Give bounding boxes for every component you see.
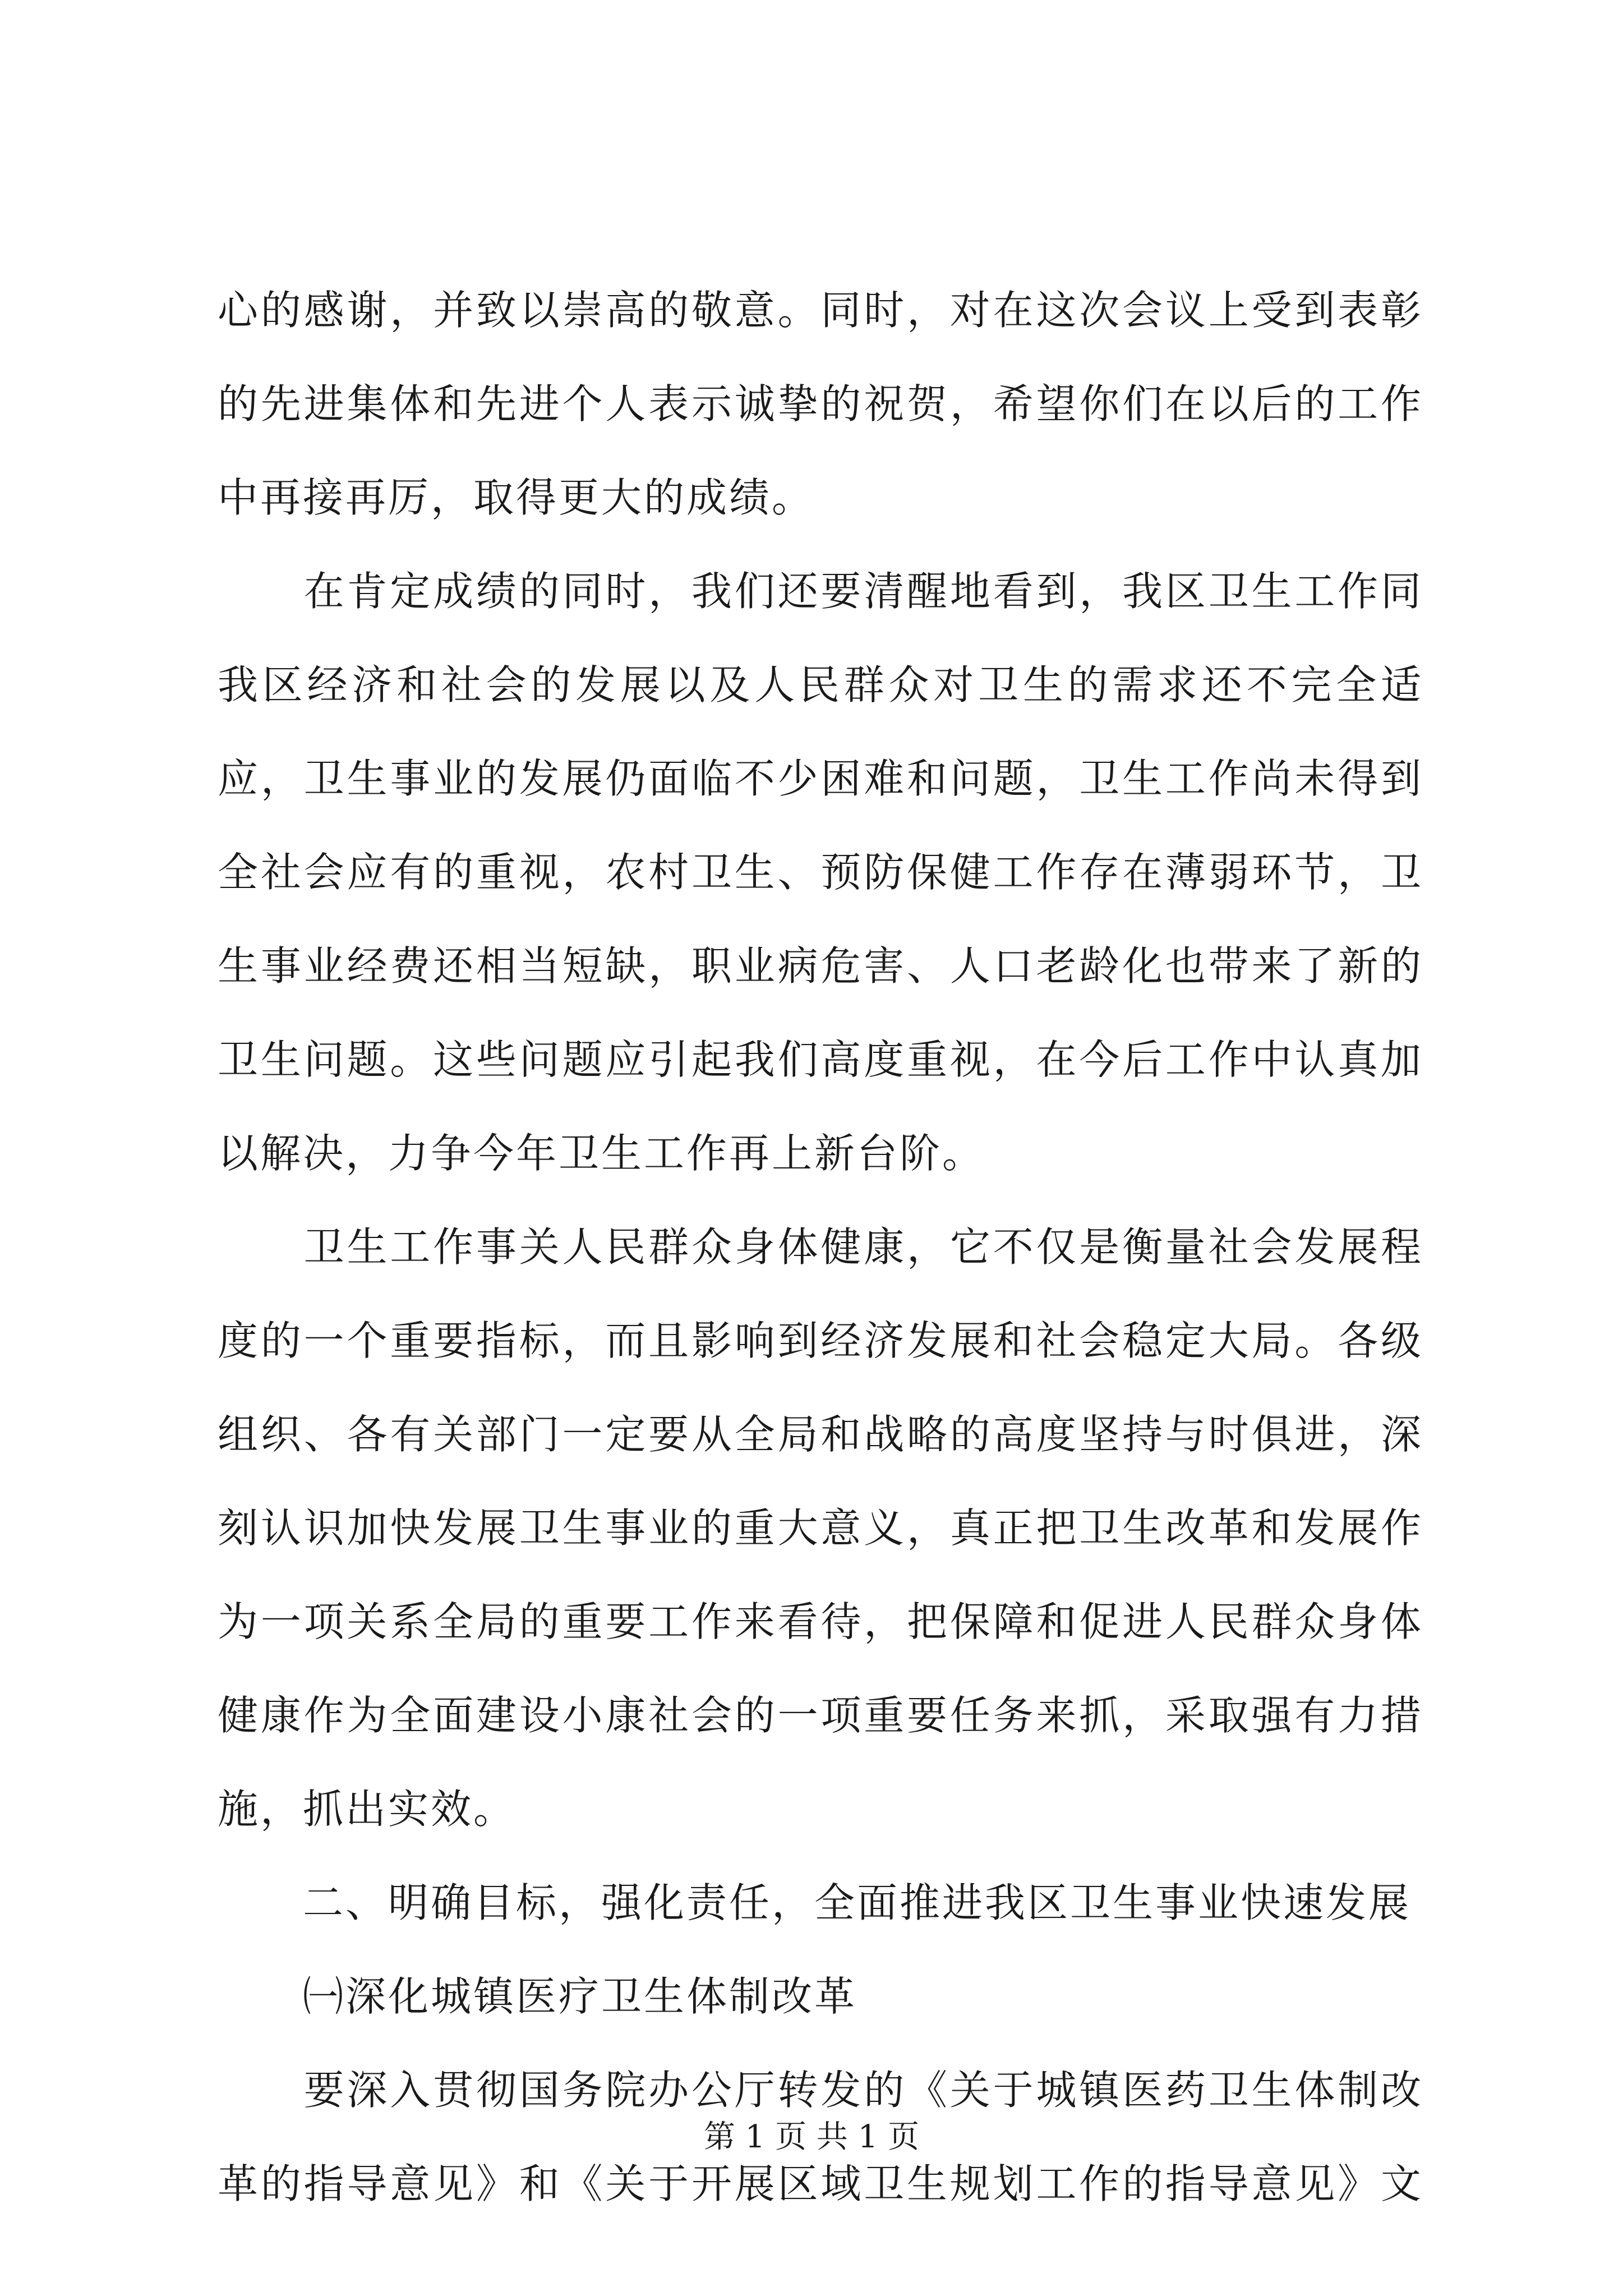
text-line: 刻认识加快发展卫生事业的重大意义，真正把卫生改革和发展作 [218, 1504, 1423, 1552]
text-line: 度的一个重要指标，而且影响到经济发展和社会稳定大局。各级 [218, 1317, 1423, 1364]
text-line: 健康作为全面建设小康社会的一项重要任务来抓，采取强有力措 [218, 1692, 1423, 1739]
text-line: 要深入贯彻国务院办公厅转发的《关于城镇医药卫生体制改 [218, 2067, 1423, 2114]
subsection-heading: ㈠深化城镇医疗卫生体制改革 [218, 1973, 857, 2020]
text-line: 卫生工作事关人民群众身体健康，它不仅是衡量社会发展程 [218, 1223, 1423, 1271]
text-line: 我区经济和社会的发展以及人民群众对卫生的需求还不完全适 [218, 661, 1423, 708]
text-line: 以解决，力争今年卫生工作再上新台阶。 [218, 1130, 985, 1177]
text-line: 在肯定成绩的同时，我们还要清醒地看到，我区卫生工作同 [218, 568, 1423, 615]
text-line: 卫生问题。这些问题应引起我们高度重视，在今后工作中认真加 [218, 1036, 1423, 1083]
text-line: 心的感谢，并致以崇高的敬意。同时，对在这次会议上受到表彰 [218, 287, 1423, 334]
text-line: 中再接再厉，取得更大的成绩。 [218, 474, 815, 521]
text-line: 生事业经费还相当短缺，职业病危害、人口老龄化也带来了新的 [218, 942, 1423, 990]
page-footer: 第 1 页 共 1 页 [703, 2119, 920, 2155]
text-line: 施，抓出实效。 [218, 1786, 517, 1833]
text-line: 应，卫生事业的发展仍面临不少困难和问题，卫生工作尚未得到 [218, 755, 1423, 802]
text-line: 为一项关系全局的重要工作来看待，把保障和促进人民群众身体 [218, 1598, 1423, 1645]
text-line: 的先进集体和先进个人表示诚挚的祝贺，希望你们在以后的工作 [218, 380, 1423, 427]
text-line: 革的指导意见》和《关于开展区域卫生规划工作的指导意见》文 [218, 2160, 1423, 2207]
document-body [218, 264, 1423, 2231]
text-line: 全社会应有的重视，农村卫生、预防保健工作存在薄弱环节，卫 [218, 849, 1423, 896]
text-line: 组织、各有关部门一定要从全局和战略的高度坚持与时俱进，深 [218, 1411, 1423, 1458]
section-heading: 二、明确目标，强化责任，全面推进我区卫生事业快速发展 [218, 1879, 1412, 1926]
